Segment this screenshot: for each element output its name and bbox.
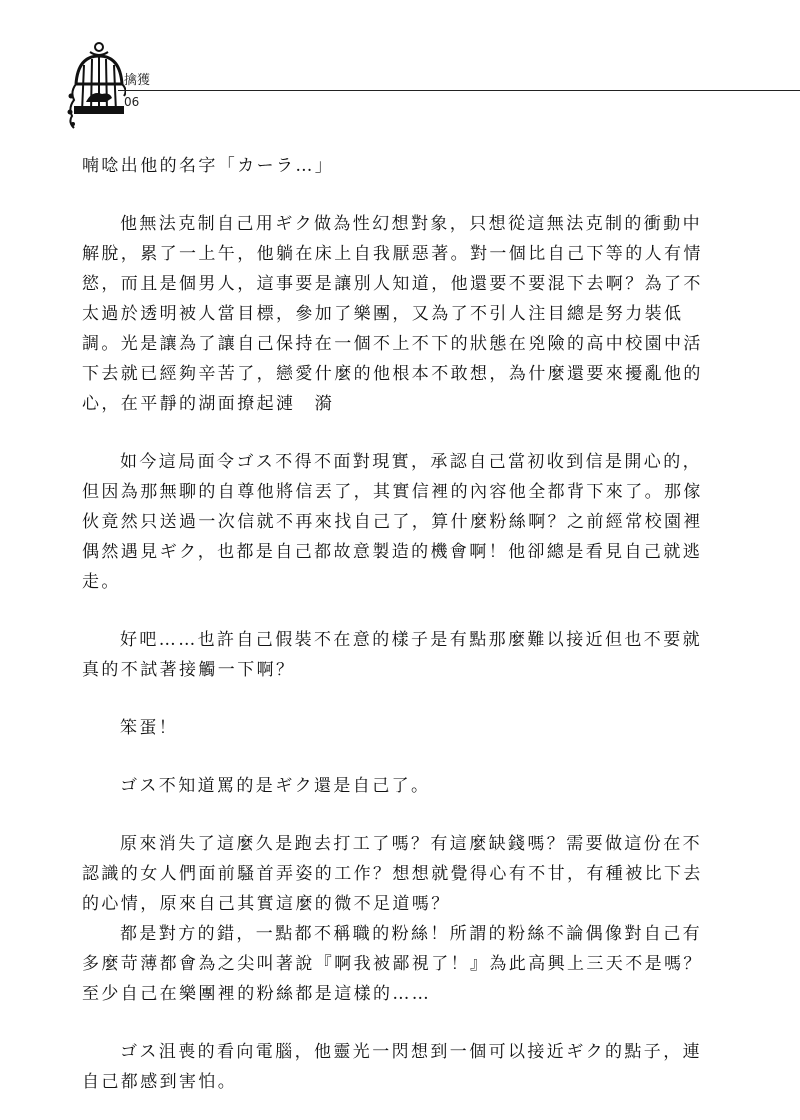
- page-number: 06: [124, 95, 140, 109]
- header-rule: [118, 90, 800, 91]
- paragraph-2: 他無法克制自己用ギク做為性幻想對象，只想從這無法克制的衝動中解脫，累了一上午，他躺在床上自我厭惡著。對一個比自己下等的人有情慾，而且是個男人，這事要是讓別人知道，他還要不要混下去啊？為了不太過於透明被人當目標，參加了樂團，又為了不引人注目總是努力裝低調。光是讓為了讓自己保持在一個不上不下的狀態在兇險的高中校園中活下去就已經夠辛苦了，戀愛什麼的他根本不敢想，為什麼還要來擾亂他的心，在平靜的湖面撩起漣 漪: [82, 214, 703, 414]
- paragraph-9: ゴス沮喪的看向電腦，他靈光一閃想到一個可以接近ギク的點子，連自己都感到害怕。: [82, 1042, 702, 1092]
- paragraph-1: 喃唸出他的名字「カーラ…」: [82, 156, 335, 176]
- paragraph-5: 笨蛋！: [120, 718, 179, 738]
- paragraph-8: 都是對方的錯，一點都不稱職的粉絲！所謂的粉絲不論偶像對自己有多麼苛薄都會為之尖叫著說『啊我被鄙視了！』為此高興上三天不是嗎？至少自己在樂團裡的粉絲都是這樣的……: [82, 924, 703, 1004]
- paragraph-6: ゴス不知道罵的是ギク還是自己了。: [120, 776, 431, 796]
- paragraph-4: 好吧……也許自己假裝不在意的樣子是有點那麼難以接近但也不要就真的不試著接觸一下啊？: [82, 630, 702, 680]
- book-title: 擒獲: [124, 73, 151, 88]
- page-header: [0, 0, 800, 130]
- paragraph-7: 原來消失了這麼久是跑去打工了嗎？有這麼缺錢嗎？需要做這份在不認識的女人們面前騷首弄姿的工作？想想就覺得心有不甘，有種被比下去的心情，原來自己其實這麼的微不足道嗎？: [82, 834, 703, 914]
- birdcage-icon: [66, 40, 126, 130]
- body-text: [82, 151, 712, 1097]
- paragraph-3: 如今這局面令ゴス不得不面對現實，承認自己當初收到信是開心的，但因為那無聊的自尊他將信丟了，其實信裡的內容他全都背下來了。那傢伙竟然只送過一次信就不再來找自己了，算什麼粉絲啊？之前經常校園裡偶然遇見ギク，也都是自己都故意製造的機會啊！他卻總是看見自己就逃走。: [82, 452, 703, 592]
